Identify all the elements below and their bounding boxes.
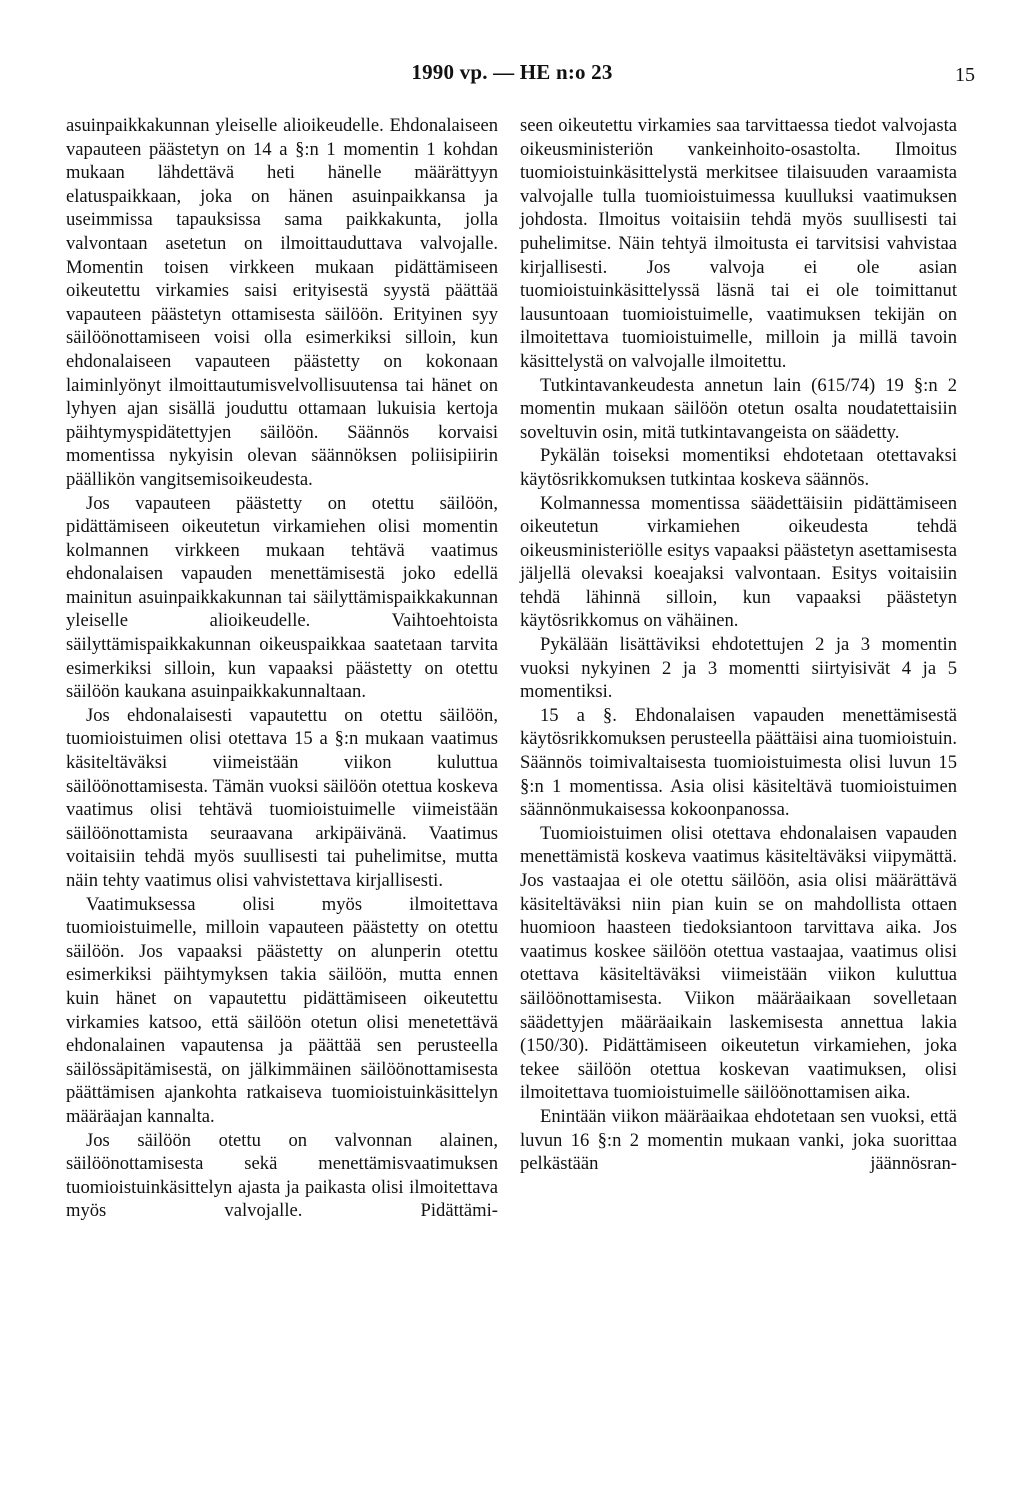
paragraph: Pykälään lisättäviksi ehdotettujen 2 ja 3 momentin vuoksi nykyinen 2 ja 3 momentti siirtyisivät 4 ja 5 momentiksi.: [520, 634, 957, 703]
page-header: [0, 60, 1024, 90]
paragraph: asuinpaikkakunnan yleiselle alioikeudelle. Ehdonalaiseen vapauteen päästetyn on 14 a §:n 1 momentin 1 kohdan mukaan lähdettävä heti hänelle määrättyyn elatuspaikkaan, joka on hänen asuinpaikkansa ja useimmissa tapauksissa sama paikkakunta, jolla valvontaan asetetun on ilmoittauduttava valvojalle.: [66, 115, 498, 254]
paragraph: Enintään viikon määräaikaa ehdotetaan sen vuoksi, että luvun 16 §:n 2 momentin mukaan vanki, joka suorittaa pelkästään jäännösran-: [520, 1105, 957, 1175]
paragraph: Momentin toisen virkkeen mukaan pidättämiseen oikeutettu virkamies saisi erityisestä syystä päättää vapauteen päästetyn ottamisesta säilöön. Erityinen syy säilöönottamiseen voisi olla esimerkiksi silloin, kun ehdonalaiseen vapauteen päästetty on kokonaan laiminlyönyt ilmoittautumisvelvollisuutensa tai hänet on lyhyen ajan sisällä jouduttu ottamaan lukuisia kertoja päihtymyspidätettyjen säilöön. Säännös korvaisi momentissa nykyisin olevan säännöksen poliisipiirin päällikön vangitsemisoikeudesta.: [66, 256, 498, 490]
left-column: [66, 114, 498, 1223]
paragraph: Tutkintavankeudesta annetun lain (615/74) 19 §:n 2 momentin mukaan säilöön otetun osalta noudatettaisiin soveltuvin osin, mitä tutkintavangeista on säädetty.: [520, 374, 957, 443]
right-column: [520, 114, 957, 1176]
running-title: 1990 vp. — HE n:o 23: [411, 60, 613, 84]
paragraph: Vaatimuksessa olisi myös ilmoitettava tuomioistuimelle, milloin vapauteen päästetty on otettu säilöön. Jos vapaaksi päästetty on alunperin otettu esimerkiksi päihtymyksen takia säilöön, mutta ennen kuin hänet on vapautettu pidättämiseen oikeutettu virkamies katsoo, että säilöön otetun olisi menetettävä ehdonalainen vapautensa ja päättää sen perusteella säilössäpitämisestä, on jälkimmäinen säilöönottamisesta päättämisen ajankohta ratkaiseva tuomioistuinkäsittelyn määräajan kannalta.: [66, 893, 498, 1127]
paragraph: 15 a §. Ehdonalaisen vapauden menettämisestä käytösrikkomuksen perusteella päättäisi aina tuomioistuin. Säännös toimivaltaisesta tuomioistuimesta olisi luvun 15 §:n 1 momentissa. Asia olisi käsiteltävä tuomioistuimen säännönmukaisessa kokoonpanossa.: [520, 704, 957, 821]
paragraph: Jos säilöön otettu on valvonnan alainen, säilöönottamisesta sekä menettämisvaatimuksen tuomioistuinkäsittelyn ajasta ja paikasta olisi ilmoitettava myös valvojalle. Pidättämi-: [66, 1129, 498, 1222]
page-number: 15: [955, 64, 975, 86]
paragraph: Tuomioistuimen olisi otettava ehdonalaisen vapauden menettämistä koskeva vaatimus käsiteltäväksi viipymättä. Jos vastaajaa ei ole otettu säilöön, asia olisi määrättävä käsiteltäväksi niin pian kuin se on mahdollista ottaen huomioon haasteen tiedoksiantoon tarvittava aika. Jos vaatimus koskee säilöön otettua vastaajaa, vaatimus olisi otettava käsiteltäväksi viimeistään viikon kuluttua säilöönottamisesta. Viikon määräaikaan sovelletaan säädettyjen määräaikain laskemisesta annettua lakia (150/30). Pidättämiseen oikeutetun virkamiehen, joka tekee säilöön otettua koskevan vaatimuksen, olisi ilmoitettava tuomioistuimelle säilöönottamisen aika.: [520, 822, 957, 1104]
paragraph: Kolmannessa momentissa säädettäisiin pidättämiseen oikeutetun virkamiehen oikeudesta tehdä oikeusministeriölle esitys vapaaksi päästetyn asettamisesta jäljellä olevaksi koeajaksi valvontaan. Esitys voitaisiin tehdä lähinnä silloin, kun vapaaksi päästetyn käytösrikkomus on vähäinen.: [520, 492, 957, 632]
paragraph: seen oikeutettu virkamies saa tarvittaessa tiedot valvojasta oikeusministeriön vankeinhoito-osastolta. Ilmoitus tuomioistuinkäsittelystä merkitsee tilaisuuden varaamista valvojalle tulla tuomioistuimessa kuulluksi vaatimuksen johdosta. Ilmoitus voitaisiin tehdä myös suullisesti tai puhelimitse. Näin tehtyä ilmoitusta ei tarvitsisi vahvistaa kirjallisesti. Jos valvoja ei ole asian tuomioistuinkäsittelyssä läsnä tai ei ole toimittanut lausuntoaan tuomioistuimelle, vaatimuksen tekijän on ilmoitettava tuomioistuimelle, milloin ja millä tavoin käsittelystä on valvojalle ilmoitettu.: [520, 115, 957, 372]
paragraph: Pykälän toiseksi momentiksi ehdotetaan otettavaksi käytösrikkomuksen tutkintaa koskeva säännös.: [520, 445, 957, 490]
paragraph: Jos ehdonalaisesti vapautettu on otettu säilöön, tuomioistuimen olisi otettava 15 a §:n mukaan vaatimus käsiteltäväksi viimeistään viikon kuluttua säilöönottamisesta. Tämän vuoksi säilöön otettua koskeva vaatimus olisi tehtävä tuomioistuimelle viimeistään säilöönottamista seuraavana arkipäivänä. Vaatimus voitaisiin tehdä myös suullisesti tai puhelimitse, mutta näin tehty vaatimus olisi vahvistettava kirjallisesti.: [66, 704, 498, 891]
paragraph: Jos vapauteen päästetty on otettu säilöön, pidättämiseen oikeutetun virkamiehen olisi momentin kolmannen virkkeen mukaan tehtävä vaatimus ehdonalaisen vapauden menettämisestä joko edellä mainitun asuinpaikkakunnan tai säilyttämispaikkakunnan yleiselle alioikeudelle. Vaihtoehtoista säilyttämispaikkakunnan oikeuspaikkaa saatetaan tarvita esimerkiksi silloin, kun vapaaksi päästetty on otettu säilöön kaukana asuinpaikkakunnaltaan.: [66, 492, 498, 703]
